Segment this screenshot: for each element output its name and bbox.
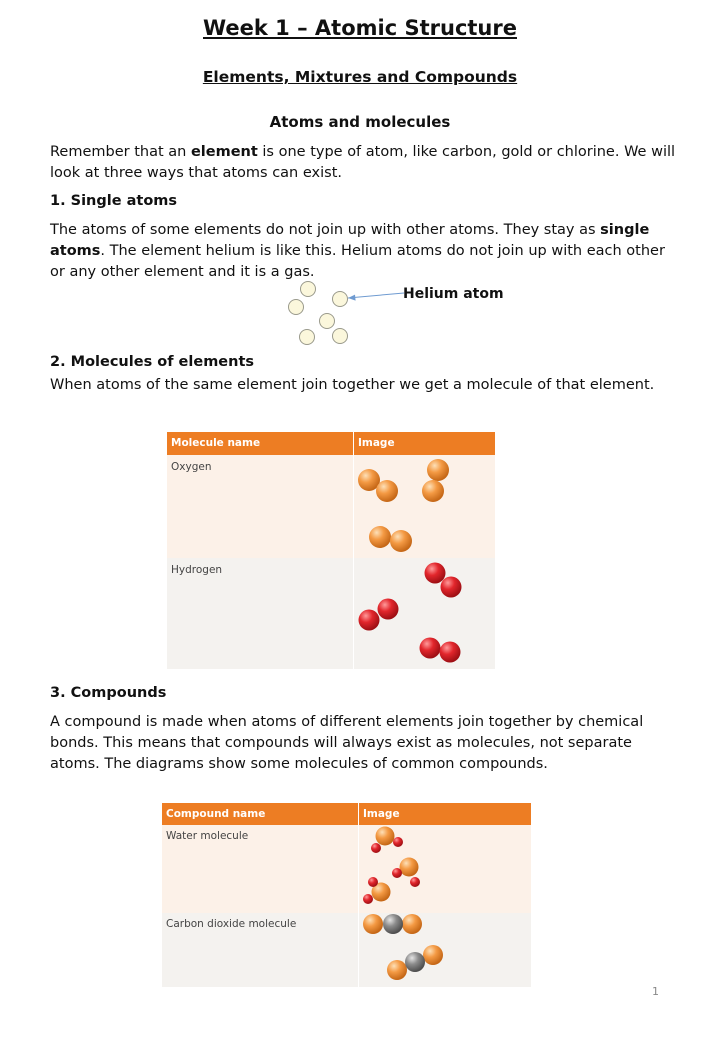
- header-image: Image: [358, 437, 395, 449]
- section-heading: Atoms and molecules: [269, 113, 451, 131]
- carbon-dioxide-molecule: [363, 914, 422, 934]
- header-molecule-name: Molecule name: [171, 437, 261, 449]
- carbon-dioxide-molecule: [387, 945, 443, 980]
- molecules-heading: 2. Molecules of elements: [50, 354, 255, 370]
- page-title: Week 1 – Atomic Structure: [203, 16, 517, 40]
- header-image: Image: [363, 808, 400, 820]
- single-atoms-bold: single atoms: [50, 222, 650, 259]
- single-atoms-heading: 1. Single atoms: [50, 193, 178, 209]
- row-label-oxygen: Oxygen: [171, 461, 212, 473]
- water-molecule: [371, 827, 403, 854]
- compounds-paragraph: A compound is made when atoms of different elements join together by chemical bonds. This means that compounds will always exist as molecules, not separate atoms. The diagrams show some molecules of common compounds.: [50, 714, 644, 772]
- water-molecule: [392, 858, 420, 888]
- single-atoms-paragraph: The atoms of some elements do not join up with other atoms. They stay as single atoms. The element helium is like this. Helium atoms do not join up with each other or any other element and it is a gas.: [50, 222, 665, 280]
- row-label-hydrogen: Hydrogen: [171, 564, 223, 576]
- water-molecule: [363, 877, 391, 904]
- page-number: 1: [652, 985, 659, 998]
- molecules-paragraph: When atoms of the same element join together we get a molecule of that element.: [50, 377, 655, 393]
- element-bold: element: [190, 144, 258, 160]
- page-subtitle: Elements, Mixtures and Compounds: [202, 68, 518, 86]
- intro-paragraph: Remember that an element is one type of atom, like carbon, gold or chlorine. We will look at three ways that atoms can exist.: [50, 144, 676, 181]
- row-label-water: Water molecule: [166, 830, 249, 842]
- helium-atom-label: Helium atom: [403, 286, 504, 302]
- header-compound-name: Compound name: [166, 808, 266, 820]
- compounds-heading: 3. Compounds: [50, 685, 167, 701]
- row-label-carbon-dioxide: Carbon dioxide molecule: [166, 918, 297, 930]
